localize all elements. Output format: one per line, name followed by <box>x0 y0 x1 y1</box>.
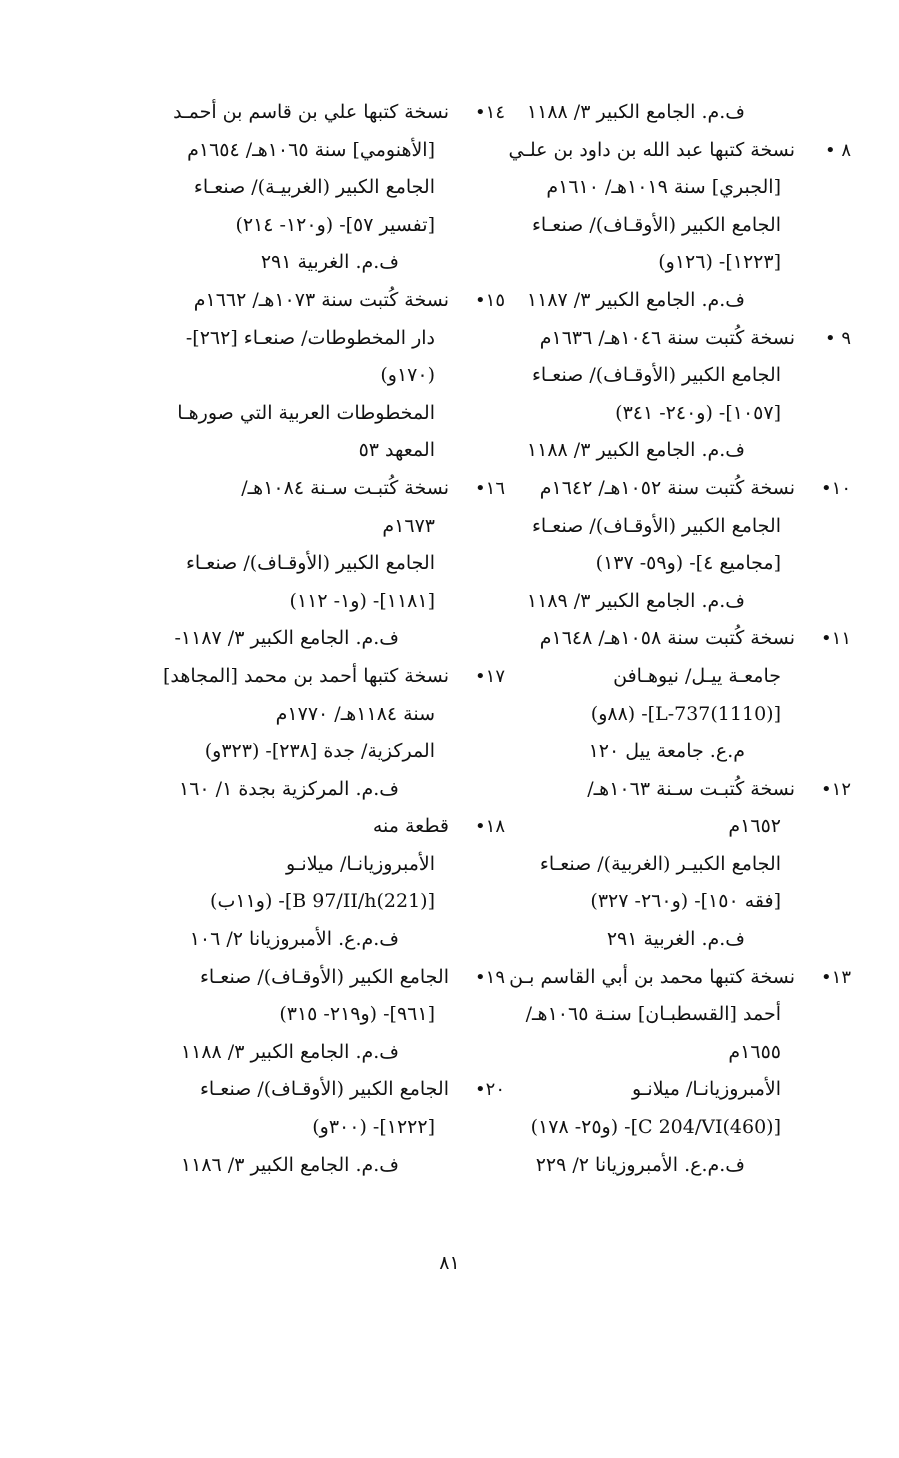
entry-text: (١٧٠و) <box>380 364 435 387</box>
entry-text: نسخة كتبها أحمد بن محمد [المجاهد] <box>162 664 449 687</box>
entry-continuation <box>94 733 449 771</box>
entry-number: ١٦• <box>475 477 505 499</box>
entry-text: ف.م. الجامع الكبير ٣/ ١١٨٨ <box>180 1040 399 1063</box>
right-column <box>440 94 851 1184</box>
entry-continuation <box>440 545 795 583</box>
entry-text: نسخة كتبها محمد بن أبي القاسم بـن <box>509 965 795 988</box>
entry-continuation <box>440 508 795 546</box>
entry-text: ف.م. الجامع الكبير ٣/ ١١٨٨ <box>526 101 745 123</box>
entry-text: [١١٨١]- (و١- ١١٢) <box>289 589 435 612</box>
entry-text: الجامع الكبير (الغربيـة)/ صنعـاء <box>193 176 435 199</box>
entry-line <box>94 808 505 846</box>
entry-number: ٢٠• <box>475 1079 505 1101</box>
entry-text: ف.م. الجامع الكبير ٣/ ١١٨٧ <box>526 288 745 311</box>
entry-continuation <box>94 357 449 395</box>
entry-continuation <box>440 996 795 1034</box>
entry-text: ١٦٥٥م <box>728 1040 781 1063</box>
entry-text: سنة ١١٨٤هـ/ ١٧٧٠م <box>275 702 435 725</box>
entry-text: جامعـة ييـل/ نيوهـافن <box>613 664 781 687</box>
entry-line <box>94 959 505 997</box>
entry-text: نسخة كتبها عبد الله بن داود بن علـي <box>508 138 795 161</box>
entry-continuation <box>440 696 795 734</box>
entry-text: [١٢٢٣]- (١٢٦و) <box>658 251 781 274</box>
entry-line <box>94 282 505 320</box>
entry-text: ف.م. الجامع الكبير ٣/ ١١٨٨ <box>526 439 745 462</box>
entry-text: نسخة كُتبت سنة ١٠٥٨هـ/ ١٦٤٨م <box>539 627 795 650</box>
entry-continuation <box>94 846 449 884</box>
entry-text: الجامع الكبير (الأوقـاف)/ صنعـاء <box>185 552 435 575</box>
entry-continuation <box>94 395 449 433</box>
entry-text: [فقه ١٥٠]- (و٢٦٠- ٣٢٧) <box>590 890 781 913</box>
entry-continuation <box>440 169 795 207</box>
entry-continuation <box>94 583 449 621</box>
entry-text: أحمد [القسطبـان] سنـة ١٠٦٥هـ/ <box>525 1003 781 1026</box>
page-number: ٨١ <box>439 1252 460 1274</box>
entry-continuation <box>440 1034 795 1072</box>
reference-line <box>94 620 449 658</box>
reference-line <box>94 771 449 809</box>
reference-line <box>94 1147 449 1185</box>
reference-line <box>94 244 449 282</box>
entry-continuation <box>94 432 449 470</box>
entry-number: ١٨• <box>475 816 505 838</box>
reference-line <box>440 583 795 621</box>
entry-continuation <box>94 320 449 358</box>
entry-number: ٩ • <box>824 327 851 349</box>
entry-continuation <box>440 846 795 884</box>
entry-text: [الجبري] سنة ١٠١٩هـ/ ١٦١٠م <box>546 176 781 199</box>
entry-text: المخطوطات العربية التي صورهـا <box>177 401 435 424</box>
entry-text: [C 204/VI(460)]- (و٢٥- ١٧٨) <box>530 1116 781 1139</box>
entry-text: نسخة كُتبـت سـنة ١٠٦٣هـ/ <box>587 777 795 800</box>
entry-continuation <box>94 545 449 583</box>
entry-text: [الأهنومي] سنة ١٠٦٥هـ/ ١٦٥٤م <box>187 138 435 161</box>
entry-number: ١٩• <box>475 966 505 988</box>
entry-number: ١٢• <box>821 778 851 800</box>
entry-continuation <box>94 1109 449 1147</box>
entry-text: ف.م. الجامع الكبير ٣/ ١١٨٦ <box>180 1153 399 1176</box>
entry-number: ١٠• <box>821 477 851 499</box>
entry-text: [١٢٢٢]- (٣٠٠و) <box>312 1116 435 1139</box>
entry-continuation <box>440 207 795 245</box>
entry-text: المعهد ٥٣ <box>358 439 435 462</box>
entry-text: الجامع الكبيـر (الغربية)/ صنعـاء <box>539 852 781 875</box>
entry-line <box>94 1071 505 1109</box>
reference-line <box>94 1034 449 1072</box>
entry-text: الجامع الكبير (الأوقـاف)/ صنعـاء <box>531 364 781 387</box>
entry-continuation <box>94 883 449 921</box>
entry-text: ف.م. الجامع الكبير ٣/ ١١٨٧- <box>174 627 399 650</box>
entry-text: ف.م. الجامع الكبير ٣/ ١١٨٩ <box>526 589 745 612</box>
entry-number: ١١• <box>821 628 851 650</box>
entry-text: الأمبروزيانـا/ ميلانـو <box>632 1078 781 1101</box>
entry-text: ف.م. المركزية بجدة ١/ ١٦٠ <box>179 777 399 800</box>
entry-text: [B 97/II/h(221)]- (و١١ب) <box>210 890 435 913</box>
entry-text: الأمبروزيانـا/ ميلانـو <box>286 852 435 875</box>
entry-text: نسخة كُتبت سنة ١٠٧٣هـ/ ١٦٦٢م <box>193 288 449 311</box>
entry-text: [مجاميع ٤]- (و٥٩- ١٣٧) <box>595 552 781 575</box>
entry-text: قطعة منه <box>372 815 449 838</box>
entry-continuation <box>440 395 795 433</box>
entry-text: نسخة كتبها علي بن قاسم بن أحمـد <box>173 101 449 123</box>
entry-text: [L-737(1110)]- (٨٨و) <box>590 702 781 725</box>
entry-text: [٩٦١]- (و٢١٩- ٣١٥) <box>279 1003 435 1026</box>
entry-continuation <box>440 1109 795 1147</box>
entry-text: ف.م. الغربية ٢٩١ <box>260 251 399 274</box>
entry-text: [١٠٥٧]- (و٢٤٠- ٣٤١) <box>615 401 781 424</box>
entry-continuation <box>440 883 795 921</box>
entry-continuation <box>94 996 449 1034</box>
entry-line <box>94 94 505 132</box>
reference-line <box>440 1147 795 1185</box>
entry-line <box>440 620 851 658</box>
entry-text: المركزية/ جدة [٢٣٨]- (٣٢٣و) <box>204 740 435 763</box>
entry-text: ف.م.ع. الأمبروزيانا ٢/ ١٠٦ <box>189 928 399 951</box>
entry-text: ١٦٧٣م <box>382 514 435 537</box>
entry-continuation <box>94 508 449 546</box>
entry-text: الجامع الكبير (الأوقـاف)/ صنعـاء <box>199 965 449 988</box>
entry-continuation <box>440 244 795 282</box>
left-column <box>94 94 505 1184</box>
entry-number: ١٣• <box>821 966 851 988</box>
entry-line <box>440 320 851 358</box>
entry-line <box>440 771 851 809</box>
entry-text: نسخة كُتبت سنة ١٠٤٦هـ/ ١٦٣٦م <box>539 326 795 349</box>
entry-text: دار المخطوطات/ صنعـاء [٢٦٢]- <box>185 326 435 349</box>
entry-number: ١٤• <box>475 102 505 123</box>
entry-continuation <box>94 169 449 207</box>
entry-number: ١٧• <box>475 665 505 687</box>
entry-text: الجامع الكبير (الأوقـاف)/ صنعـاء <box>531 514 781 537</box>
reference-line <box>440 432 795 470</box>
entry-text: ف.م.ع. الأمبروزيانا ٢/ ٢٢٩ <box>535 1153 745 1176</box>
entry-text: م.ع. جامعة ييل ١٢٠ <box>588 740 745 763</box>
entry-continuation <box>94 207 449 245</box>
entry-continuation <box>94 696 449 734</box>
entry-text: نسخة كُتبت سنة ١٠٥٢هـ/ ١٦٤٢م <box>539 476 795 499</box>
entry-line <box>94 658 505 696</box>
entry-number: ٨ • <box>824 139 851 161</box>
entry-line <box>94 470 505 508</box>
entry-text: ف.م. الغربية ٢٩١ <box>606 928 745 951</box>
entry-line <box>440 132 851 170</box>
entry-text: الجامع الكبير (الأوقـاف)/ صنعـاء <box>199 1078 449 1101</box>
entry-text: نسخة كُتبـت سـنة ١٠٨٤هـ/ <box>241 476 449 499</box>
reference-line <box>94 921 449 959</box>
entry-continuation <box>94 132 449 170</box>
entry-number: ١٥• <box>475 289 505 311</box>
entry-text: ١٦٥٢م <box>728 815 781 838</box>
entry-text: [تفسير ٥٧]- (و١٢٠- ٢١٤) <box>235 213 435 236</box>
entry-continuation <box>440 357 795 395</box>
entry-text: الجامع الكبير (الأوقـاف)/ صنعـاء <box>531 213 781 236</box>
reference-line <box>440 733 795 771</box>
reference-line <box>440 921 795 959</box>
